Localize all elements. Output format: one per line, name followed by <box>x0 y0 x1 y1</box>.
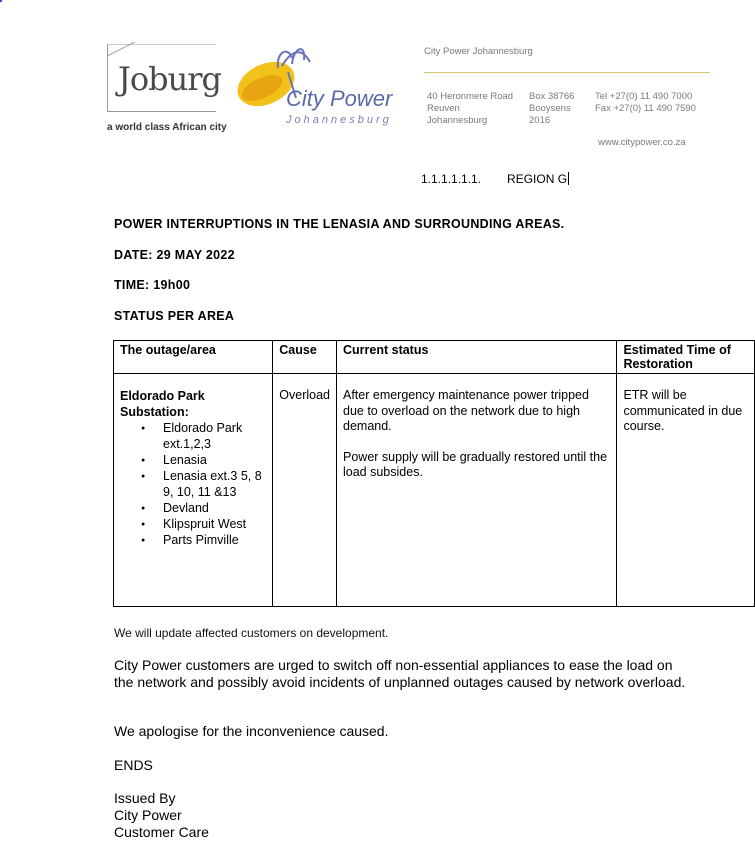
letterhead-postal <box>529 91 574 127</box>
table-row <box>114 374 755 607</box>
letterhead-website[interactable]: www.citypower.co.za <box>598 137 686 148</box>
table-header-row <box>114 341 755 374</box>
col-header-area: The outage/area <box>114 341 273 374</box>
status-heading: STATUS PER AREA <box>114 309 235 323</box>
document-title: POWER INTERRUPTIONS IN THE LENASIA AND SURROUNDING AREAS. <box>114 217 565 231</box>
joburg-tagline: a world class African city <box>107 122 227 133</box>
time-line: TIME: 19h00 <box>114 278 191 292</box>
area-list <box>120 420 266 548</box>
city-power-logo-text: City Power <box>286 86 393 111</box>
issued-by-line: Issued By <box>114 790 176 806</box>
letterhead-divider <box>424 72 710 73</box>
address-line: Johannesburg <box>427 115 488 126</box>
issuer-dept-line: Customer Care <box>114 824 209 840</box>
update-note: We will update affected customers on development. <box>114 626 389 640</box>
letterhead-phone <box>595 91 696 115</box>
region-label: REGION G <box>507 172 568 186</box>
region-heading[interactable] <box>421 172 569 186</box>
status-paragraph: After emergency maintenance power tripped due to overload on the network due to high demand. <box>343 388 589 433</box>
letterhead-address <box>427 91 513 127</box>
issued-by-block <box>114 790 209 841</box>
list-item: ● Parts Pimville <box>163 532 266 548</box>
list-item: ● Lenasia ext.3 5, 8 9, 10, 11 &13 <box>163 468 266 500</box>
joburg-roof-icon <box>107 42 137 56</box>
address-line: 40 Heronmere Road <box>427 91 514 102</box>
area-cell <box>114 374 273 607</box>
corner-marker <box>0 0 2 2</box>
fax-line: Fax +27(0) 11 490 7590 <box>595 103 696 114</box>
status-cell <box>337 374 617 607</box>
col-header-status: Current status <box>337 341 617 374</box>
list-item: ● Devland <box>163 500 266 516</box>
joburg-logo-text: Joburg <box>118 60 221 98</box>
outage-table <box>113 340 755 607</box>
region-number: 1.1.1.1.1.1. <box>421 172 482 186</box>
postal-line: 2016 <box>529 115 551 126</box>
urge-paragraph: City Power customers are urged to switch off non-essential appliances to ease the load on the network and possibly avoid incidents of unplanned outages caused by network overload. <box>114 657 686 690</box>
postal-line: Booysens <box>529 103 571 114</box>
cause-cell: Overload <box>273 374 337 607</box>
col-header-etr: Estimated Time of Restoration <box>617 341 755 374</box>
apology-line: We apologise for the inconvenience caused. <box>114 723 389 739</box>
list-item: ● Klipspruit West <box>163 516 266 532</box>
postal-line: Box 38766 <box>529 91 575 102</box>
text-cursor <box>568 172 569 185</box>
phone-line: Tel +27(0) 11 490 7000 <box>595 91 693 102</box>
paragraph-gap <box>343 435 610 450</box>
letterhead-company: City Power Johannesburg <box>424 46 533 57</box>
substation-name: Eldorado Park Substation: <box>120 389 205 419</box>
date-line: DATE: 29 MAY 2022 <box>114 248 235 262</box>
col-header-cause: Cause <box>273 341 337 374</box>
issuer-line: City Power <box>114 807 182 823</box>
list-item: ● Eldorado Park ext.1,2,3 <box>163 420 266 452</box>
ends-line: ENDS <box>114 757 153 773</box>
status-paragraph: Power supply will be gradually restored until the load subsides. <box>343 449 608 479</box>
etr-cell: ETR will be communicated in due course. <box>617 374 755 607</box>
city-power-logo-subtext: Johannesburg <box>286 114 392 126</box>
list-item: ● Lenasia <box>163 452 266 468</box>
address-line: Reuven <box>427 103 460 114</box>
